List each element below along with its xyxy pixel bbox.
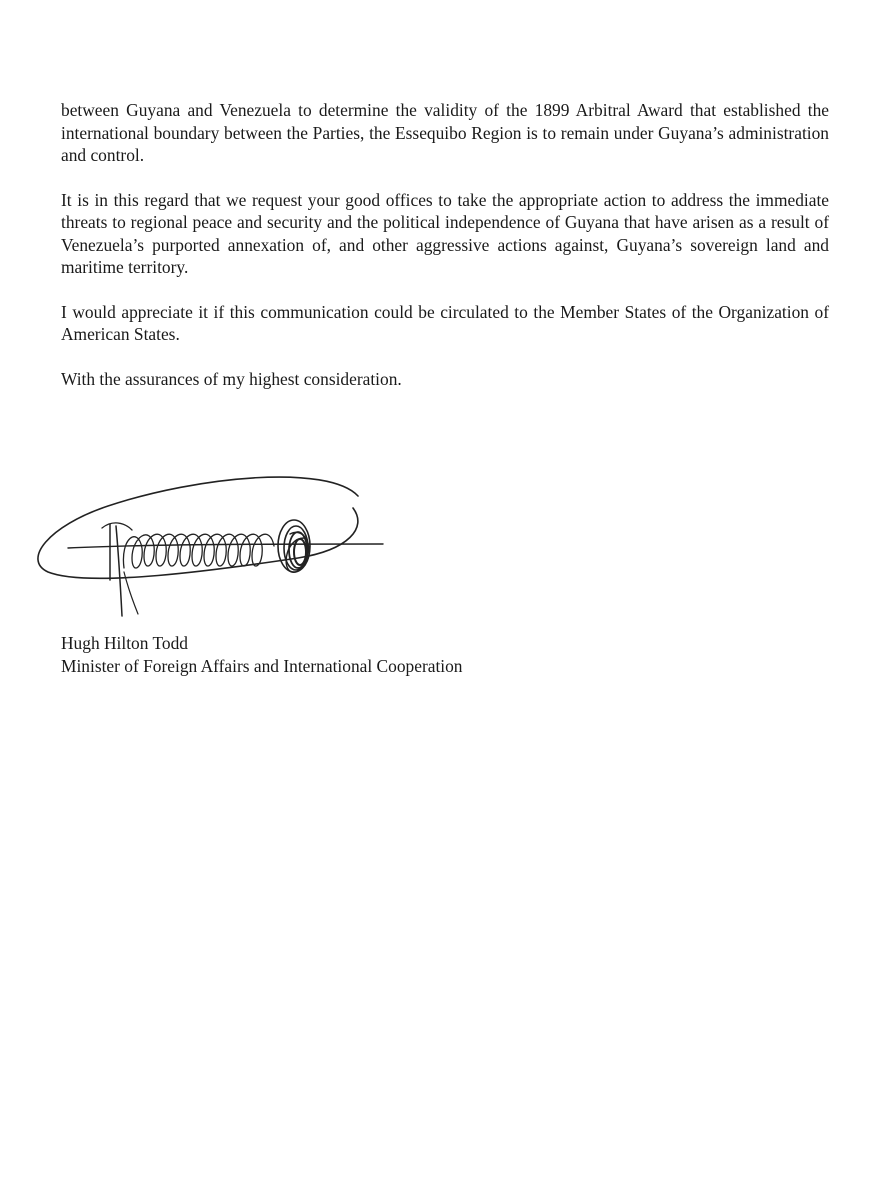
paragraph-closing: With the assurances of my highest consideration. [61,368,402,389]
handwritten-signature [28,468,390,620]
paragraph-request-good-offices: It is in this regard that we request your good offices to take the appropriate action to address the immediate threats to regional peace and security and the political independence of Guyana that have arisen as a result of Venezuela’s purported annexation of, and other aggressive actions against, Guyana’s sovereign land and maritime territory. [61,189,829,277]
signer-title: Minister of Foreign Affairs and International Cooperation [61,655,463,676]
signer-name: Hugh Hilton Todd [61,633,188,653]
paragraph-circulation-request: I would appreciate it if this communication could be circulated to the Member States of the Organization of American States. [61,301,829,344]
letter-body [61,99,829,412]
paragraph-arbitral-award: between Guyana and Venezuela to determine the validity of the 1899 Arbitral Award that established the international boundary between the Parties, the Essequibo Region is to remain under Guyana’s administration and control. [61,100,829,165]
signature-block [61,632,463,677]
